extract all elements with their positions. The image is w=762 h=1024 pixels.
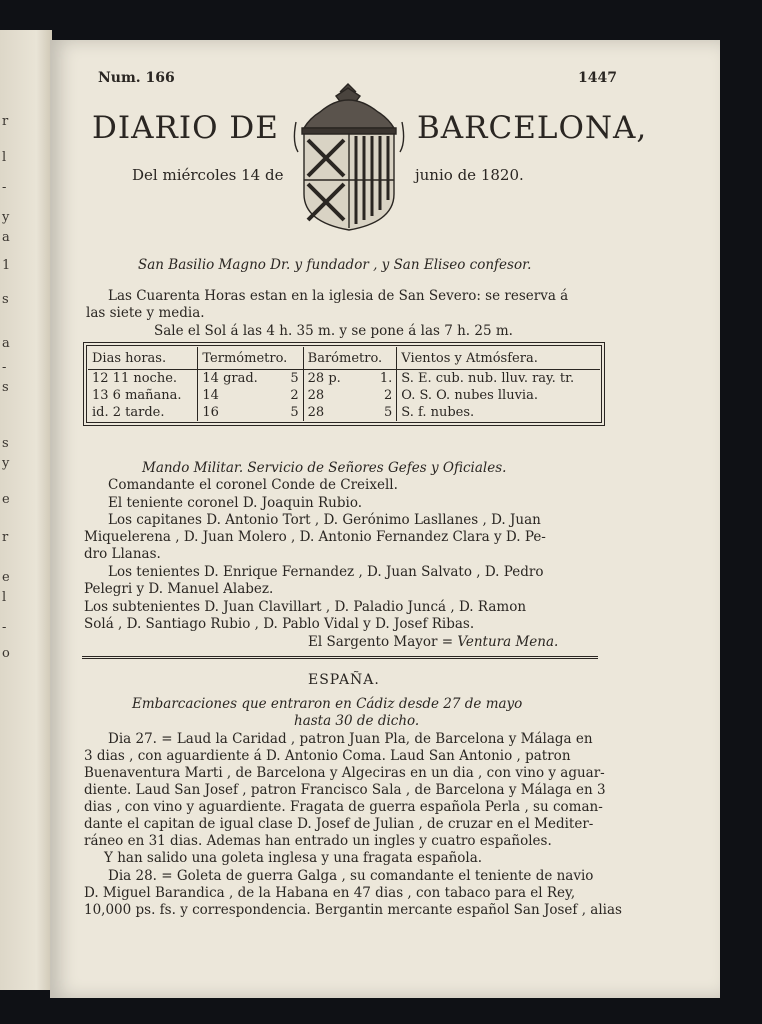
- left-facing-page: [0, 30, 52, 990]
- left-page-letter: o: [2, 646, 10, 661]
- cell-day-hour: id. 2 tarde.: [92, 405, 165, 420]
- military-line: Miquelerena , D. Juan Molero , D. Antonio Fernandez Clara y D. Pe-: [84, 529, 546, 545]
- header-days-hours: Dias horas.: [88, 347, 198, 370]
- left-page-letter: y: [2, 456, 10, 471]
- military-line: El teniente coronel D. Joaquin Rubio.: [108, 495, 362, 511]
- ships-line: diente. Laud San Josef , patron Francisco Sala , de Barcelona y Málaga en 3: [84, 782, 606, 798]
- left-page-letter: s: [2, 292, 9, 307]
- ships-line: 3 dias , con aguardiente á D. Antonio Coma. Laud San Antonio , patron: [84, 748, 571, 764]
- date-left: Del miércoles 14 de: [132, 166, 284, 184]
- left-page-letter: e: [2, 570, 10, 585]
- cell-temp: 14: [198, 387, 281, 404]
- forty-hours-line1: Las Cuarenta Horas estan en la iglesia de San Severo: se reserva á: [108, 288, 569, 304]
- military-line: Los capitanes D. Antonio Tort , D. Gerónimo Lasllanes , D. Juan: [108, 512, 541, 528]
- left-page-letter: s: [2, 380, 9, 395]
- left-page-letter: a: [2, 336, 10, 351]
- cell-day-hour: 12 11 noche.: [92, 371, 178, 386]
- cell-winds: O. S. O. nubes lluvia.: [397, 387, 600, 404]
- page-number: 1447: [578, 70, 617, 86]
- left-page-letter: y: [2, 210, 10, 225]
- cell-baro-frac: 5: [384, 405, 393, 420]
- left-page-letter: s: [2, 436, 9, 451]
- ships-heading: Embarcaciones que entraron en Cádiz desde 27 de mayo: [132, 696, 523, 712]
- left-page-letter: -: [2, 180, 7, 195]
- left-page-letter: r: [2, 530, 9, 545]
- ships-line: Dia 28. = Goleta de guerra Galga , su comandante el teniente de navio: [108, 868, 594, 884]
- header-thermometer: Termómetro.: [198, 347, 303, 370]
- ships-line: ráneo en 31 dias. Ademas han entrado un ingles y cuatro españoles.: [84, 833, 552, 849]
- cell-baro: 28: [303, 404, 365, 421]
- cell-baro: 28 p.: [303, 370, 365, 388]
- section-heading-spain: ESPAÑA.: [308, 672, 380, 688]
- military-line: Comandante el coronel Conde de Creixell.: [108, 477, 398, 493]
- cell-temp: 16: [198, 404, 281, 421]
- sergeant-major: [308, 634, 558, 650]
- ships-line: D. Miguel Barandica , de la Habana en 47 dias , con tabaco para el Rey,: [84, 885, 576, 901]
- ships-line: 10,000 ps. fs. y correspondencia. Bergantin mercante español San Josef , alias: [84, 902, 622, 918]
- left-page-letter: l: [2, 590, 7, 605]
- cell-winds: S. f. nubes.: [397, 404, 600, 421]
- left-page-letter: a: [2, 230, 10, 245]
- table-row: [88, 404, 600, 421]
- masthead-title-left: DIARIO DE: [92, 110, 279, 146]
- saints-of-the-day: San Basilio Magno Dr. y fundador , y San Eliseo confesor.: [138, 257, 532, 273]
- ships-line: dante el capitan de igual clase D. Josef de Julian , de cruzar en el Mediter-: [84, 816, 594, 832]
- military-heading: Mando Militar. Servicio de Señores Gefes y Oficiales.: [142, 460, 507, 476]
- cell-baro-frac: 1.: [379, 371, 393, 386]
- ships-line: Y han salido una goleta inglesa y una fragata española.: [104, 850, 483, 866]
- cell-winds: S. E. cub. nub. lluv. ray. tr.: [397, 370, 600, 388]
- left-page-letter: -: [2, 620, 7, 635]
- cell-baro: 28: [303, 387, 365, 404]
- cell-day-hour: 13 6 mañana.: [92, 388, 182, 403]
- cell-temp-frac: 2: [290, 388, 299, 403]
- left-page-letter: l: [2, 150, 7, 165]
- section-divider: [82, 656, 598, 659]
- issue-number: Num. 166: [98, 70, 175, 86]
- masthead-title-right: BARCELONA,: [417, 110, 648, 146]
- sergeant-label: El Sargento Mayor =: [308, 634, 458, 650]
- left-page-letter: 1: [2, 258, 11, 273]
- table-row: [88, 387, 600, 404]
- left-page-letter: r: [2, 114, 9, 129]
- military-line: Los tenientes D. Enrique Fernandez , D. Juan Salvato , D. Pedro: [108, 564, 544, 580]
- military-line: Pelegri y D. Manuel Alabez.: [84, 581, 274, 597]
- cell-temp-frac: 5: [290, 371, 299, 386]
- cell-baro-frac: 2: [384, 388, 393, 403]
- cell-temp-frac: 5: [290, 405, 299, 420]
- sergeant-name: Ventura Mena.: [457, 634, 559, 650]
- military-line: Solá , D. Santiago Rubio , D. Pablo Vidal y D. Josef Ribas.: [84, 616, 475, 632]
- header-barometer: Barómetro.: [303, 347, 397, 370]
- left-page-letter: -: [2, 360, 7, 375]
- ships-line: dias , con vino y aguardiente. Fragata de guerra española Perla , su coman-: [84, 799, 603, 815]
- cell-temp: 14 grad.: [198, 370, 281, 388]
- forty-hours-line2: las siete y media.: [86, 305, 205, 321]
- newspaper-page: [50, 40, 720, 998]
- weather-table: [88, 347, 600, 421]
- weather-table-header: [88, 347, 600, 370]
- header-winds: Vientos y Atmósfera.: [397, 347, 600, 370]
- military-line: Los subtenientes D. Juan Clavillart , D. Paladio Juncá , D. Ramon: [84, 599, 527, 615]
- ships-line: Dia 27. = Laud la Caridad , patron Juan Pla, de Barcelona y Málaga en: [108, 731, 593, 747]
- sunrise-sunset: Sale el Sol á las 4 h. 35 m. y se pone á las 7 h. 25 m.: [154, 323, 513, 339]
- table-row: [88, 370, 600, 388]
- left-page-letter: e: [2, 492, 10, 507]
- coat-of-arms-icon: [290, 82, 408, 232]
- ships-line: Buenaventura Marti , de Barcelona y Algeciras en un dia , con vino y aguar-: [84, 765, 605, 781]
- date-right: junio de 1820.: [415, 166, 524, 184]
- ships-heading-2: hasta 30 de dicho.: [294, 713, 420, 729]
- military-line: dro Llanas.: [84, 546, 161, 562]
